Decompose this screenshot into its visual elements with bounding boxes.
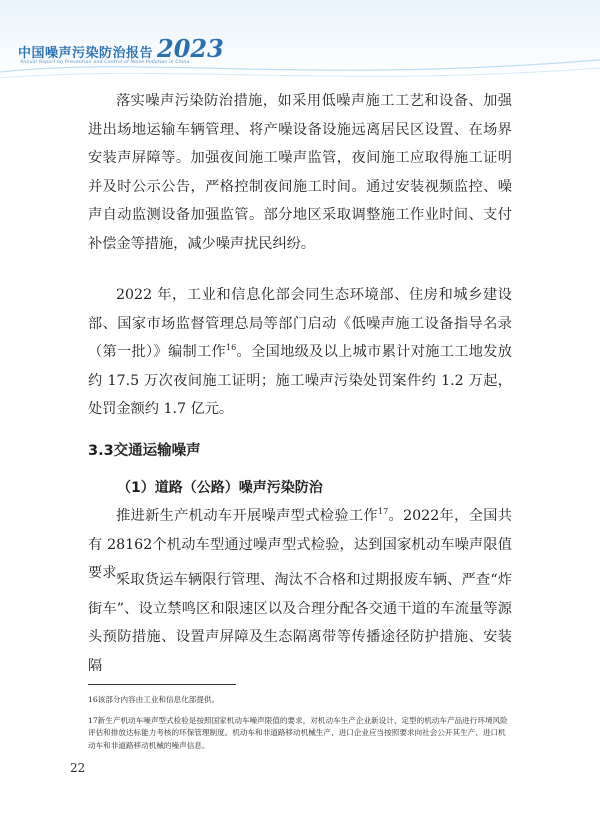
paragraph-2022-text-b: 。全国地级及以上城市累计对施工工地发放约 17.5 万次夜间施工证明；施工噪声污染处罚案件约 1.2 万起，处罚金额约 1.7 亿元。 [88,344,512,418]
page-number: 22 [70,761,86,775]
paragraph-vehicle-text-b: 。2022年，全国共有 28162个机动车型通过噪声型式检验，达到国家机动车噪声限值要求。 [88,508,512,582]
paragraph-traffic-measures: 采取货运车辆限行管理、淘汰不合格和过期报废车辆、严查“炸街车”、设立禁鸣区和限速区以及合理分配各交通干道的车流量等源头预防措施、设置声屏障及生态隔离带等传播途径防护措施、安装隔 [88,572,512,674]
footnote-ref-16: 16 [226,343,237,353]
footnote-divider [88,684,236,685]
report-title [18,34,224,63]
report-year: 2023 [157,34,224,63]
paragraph-vehicle-text-a: 推进新生产机动车开展噪声型式检验工作 [116,508,378,524]
footnote-16: 16该部分内容由工业和信息化部提供。 [88,695,220,704]
report-subtitle-en: Annual Report on Prevention and Control of Noise Pollution in China [20,60,190,65]
paragraph-2022-text-a: 2022 年，工业和信息化部会同生态环境部、住房和城乡建设部、国家市场监督管理总局等部门启动《低噪声施工设备指导名录（第一批）》编制工作 [88,287,512,361]
paragraph-construction-measures: 落实噪声污染防治措施，如采用低噪声施工工艺和设备、加强进出场地运输车辆管理、将产噪设备设施远离居民区设置、在场界安装声屏障等。加强夜间施工噪声监管，夜间施工应取得施工证明并及时公示公告，严格控制夜间施工时间。通过安装视频监控、噪声自动监测设备加强监管。部分地区采取调整施工作业时间、支付补偿金等措施，减少噪声扰民纠纷。 [88,93,512,252]
paragraph-2022-construction [88,281,512,424]
report-title-cn: 中国噪声污染防治报告 [18,46,154,61]
footnote-17: 17新生产机动车噪声型式检验是按照国家机动车噪声限值的要求，对机动车生产企业新设计、定型的机动车产品进行环境风险评估和排放达标能力考核的环保管理制度。机动车和非道路移动机械生产、进口企业应当按照要求向社会公开其生产、进口机动车和非道路移动机械的噪声信息。 [88,716,508,750]
section-heading: 3.3交通运输噪声 [88,443,201,459]
footnote-ref-17: 17 [378,507,389,516]
subsection-heading: （1）道路（公路）噪声污染防治 [117,480,323,496]
